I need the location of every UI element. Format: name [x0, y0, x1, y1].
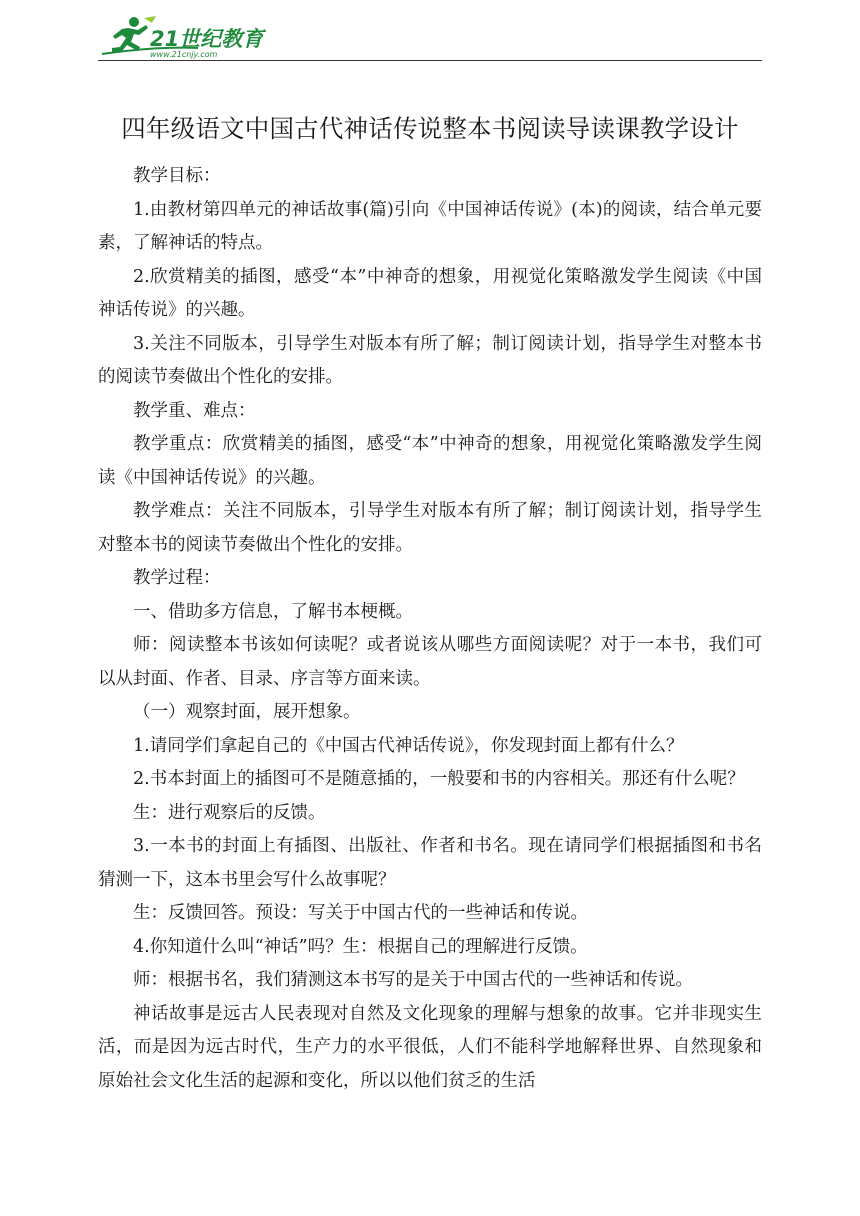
- page-header: [98, 14, 762, 62]
- paragraph: 教学难点：关注不同版本，引导学生对版本有所了解；制订阅读计划，指导学生对整本书的阅读节奏做出个性化的安排。: [98, 501, 762, 555]
- paragraph: 3.一本书的封面上有插图、出版社、作者和书名。现在请同学们根据插图和书名猜测一下，这本书里会写什么故事呢？: [98, 836, 762, 890]
- paragraph: 神话故事是远古人民表现对自然及文化现象的理解与想象的故事。它并非现实生活，而是因为远古时代，生产力的水平很低，人们不能科学地解释世界、自然现象和原始社会文化生活的起源和变化，所以以他们贫乏的生活: [98, 1003, 762, 1091]
- paragraph: 1.请同学们拿起自己的《中国古代神话传说》，你发现封面上都有什么？: [133, 735, 684, 756]
- paragraph: 3.关注不同版本，引导学生对版本有所了解；制订阅读计划，指导学生对整本书的阅读节奏做出个性化的安排。: [98, 333, 762, 387]
- logo-url: www.21cnjy.com: [150, 50, 218, 59]
- paragraph: 教学重、难点：: [133, 400, 256, 421]
- paragraph: 4.你知道什么叫“神话”吗？生：根据自己的理解进行反馈。: [133, 936, 588, 957]
- paragraph: 教学重点：欣赏精美的插图，感受“本”中神奇的想象，用视觉化策略激发学生阅读《中国神话传说》的兴趣。: [98, 434, 762, 488]
- paragraph: 教学过程：: [133, 568, 221, 588]
- document-title: 四年级语文中国古代神话传说整本书阅读导读课教学设计: [121, 114, 739, 143]
- paragraph: 教学目标：: [133, 166, 221, 186]
- header-divider: [98, 60, 762, 61]
- logo-text: 21世纪教育: [150, 27, 264, 51]
- paragraph: 生：进行观察后的反馈。: [133, 802, 326, 823]
- logo: [98, 14, 278, 60]
- paragraph: 2.书本封面上的插图可不是随意插的，一般要和书的内容相关。那还有什么呢？: [133, 769, 745, 789]
- paragraph: 师：根据书名，我们猜测这本书写的是关于中国古代的一些神话和传说。: [133, 970, 693, 990]
- paragraph: 师：阅读整本书该如何读呢？或者说该从哪些方面阅读呢？对于一本书，我们可以从封面、作者、目录、序言等方面来读。: [98, 635, 762, 689]
- document-body: [98, 160, 762, 1098]
- paragraph: （一）观察封面，展开想象。: [133, 702, 361, 722]
- paragraph: 1.由教材第四单元的神话故事(篇)引向《中国神话传说》(本)的阅读，结合单元要素，了解神话的特点。: [98, 199, 762, 253]
- paragraph: 一、借助多方信息，了解书本梗概。: [133, 601, 413, 622]
- paragraph: 2.欣赏精美的插图，感受“本”中神奇的想象，用视觉化策略激发学生阅读《中国神话传说》的兴趣。: [98, 266, 762, 320]
- paragraph: 生：反馈回答。预设：写关于中国古代的一些神话和传说。: [133, 903, 588, 923]
